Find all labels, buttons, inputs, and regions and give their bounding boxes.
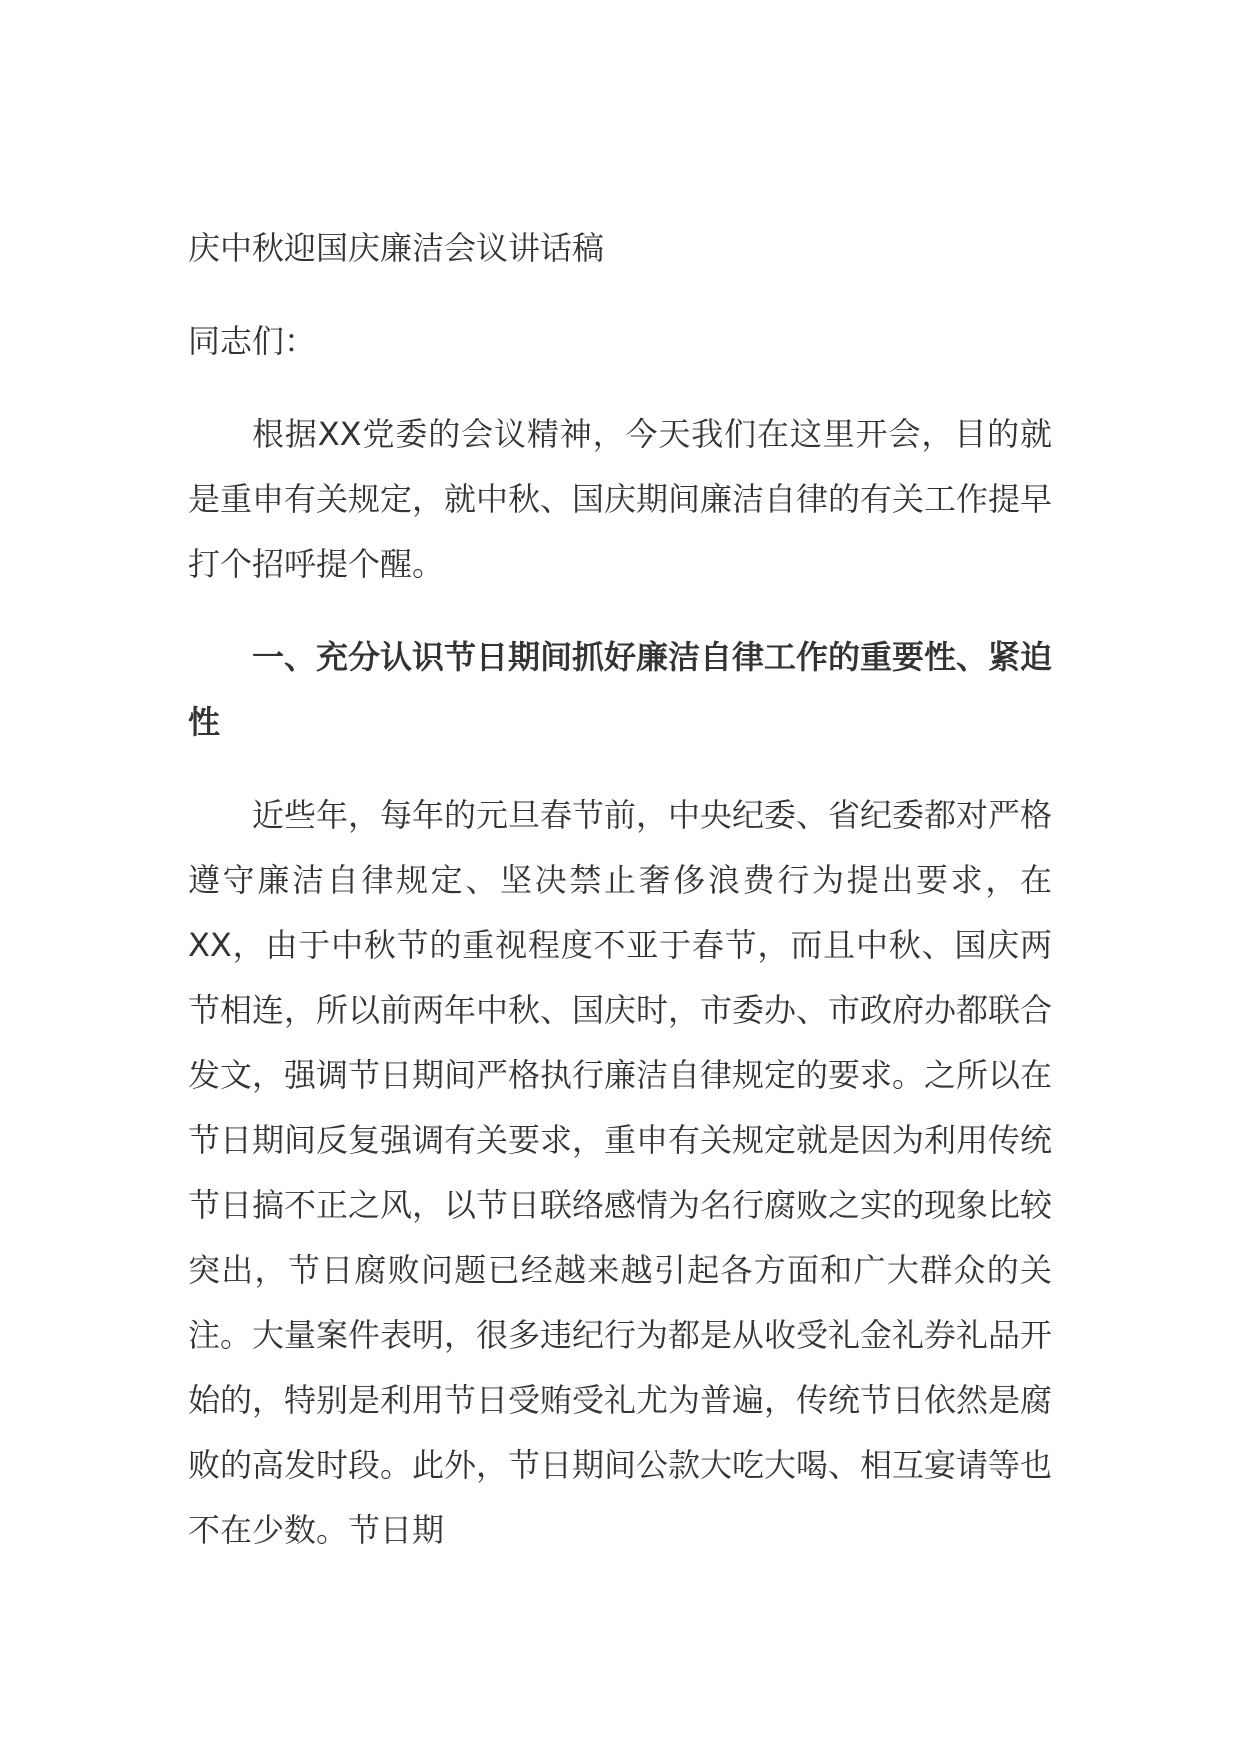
section-1-paragraph: 近些年，每年的元旦春节前，中央纪委、省纪委都对严格遵守廉洁自律规定、坚决禁止奢侈浪费行为提出要求，在XX，由于中秋节的重视程度不亚于春节，而且中秋、国庆两节相连，所以前两年中秋、国庆时，市委办、市政府办都联合发文，强调节日期间严格执行廉洁自律规定的要求。之所以在节日期间反复强调有关要求，重申有关规定就是因为利用传统节日搞不正之风，以节日联络感情为名行腐败之实的现象比较突出，节日腐败问题已经越来越引起各方面和广大群众的关注。大量案件表明，很多违纪行为都是从收受礼金礼券礼品开始的，特别是利用节日受贿受礼尤为普遍，传统节日依然是腐败的高发时段。此外，节日期间公款大吃大喝、相互宴请等也不在少数。节日期 [188, 796, 1053, 1549]
document-body [188, 216, 1052, 1563]
document-title: 庆中秋迎国庆廉洁会议讲话稿 [188, 229, 605, 267]
intro-paragraph: 根据XX党委的会议精神，今天我们在这里开会，目的就是重申有关规定，就中秋、国庆期间廉洁自律的有关工作提早打个招呼提个醒。 [188, 415, 1053, 583]
salutation: 同志们： [188, 322, 317, 360]
section-1-heading: 一、充分认识节日期间抓好廉洁自律工作的重要性、紧迫性 [188, 638, 1053, 741]
